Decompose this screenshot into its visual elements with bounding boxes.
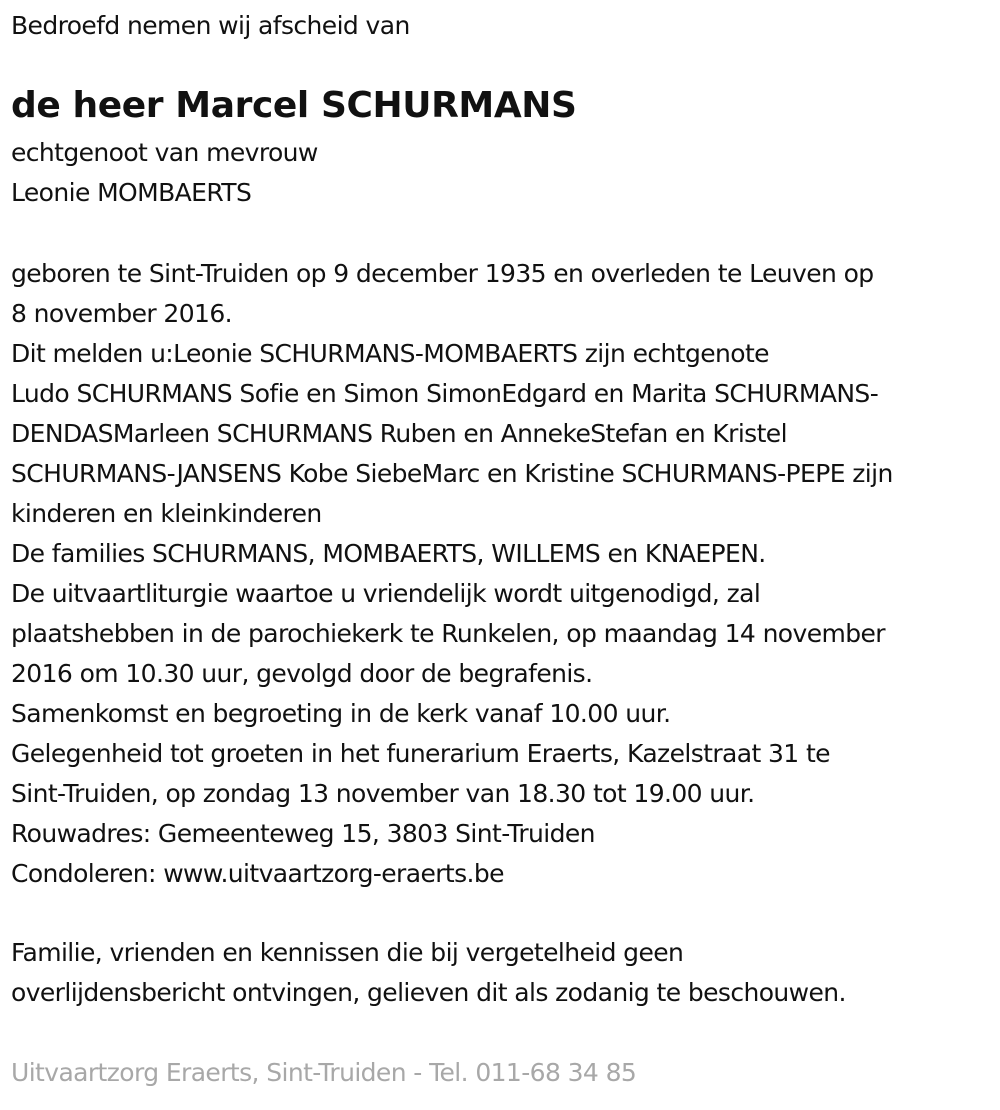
body-line: Dit melden u:Leonie SCHURMANS-MOMBAERTS zijn echtgenote [11, 339, 769, 368]
funeral-home-footer: Uitvaartzorg Eraerts, Sint-Truiden - Tel. 011-68 34 85 [11, 1058, 637, 1087]
body-line: 8 november 2016. [11, 299, 232, 328]
condolence-line: Condoleren: www.uitvaartzorg-eraerts.be [11, 859, 504, 888]
closing-line: overlijdensbericht ontvingen, gelieven dit als zodanig te beschouwen. [11, 978, 846, 1007]
body-line: Ludo SCHURMANS Sofie en Simon SimonEdgard en Marita SCHURMANS- [11, 379, 879, 408]
body-line: 2016 om 10.30 uur, gevolgd door de begrafenis. [11, 659, 593, 688]
body-line: Rouwadres: Gemeenteweg 15, 3803 Sint-Truiden [11, 819, 595, 848]
body-line: Samenkomst en begroeting in de kerk vanaf 10.00 uur. [11, 699, 671, 728]
body-line: De families SCHURMANS, MOMBAERTS, WILLEMS en KNAEPEN. [11, 539, 766, 568]
deceased-name: de heer Marcel SCHURMANS [11, 85, 577, 126]
body-line: DENDASMarleen SCHURMANS Ruben en AnnekeStefan en Kristel [11, 419, 787, 448]
spouse-line: Leonie MOMBAERTS [11, 178, 252, 207]
intro-text: Bedroefd nemen wij afscheid van [11, 11, 410, 40]
closing-block [11, 933, 846, 1013]
body-line: plaatshebben in de parochiekerk te Runkelen, op maandag 14 november [11, 619, 885, 648]
body-line: SCHURMANS-JANSENS Kobe SiebeMarc en Kristine SCHURMANS-PEPE zijn [11, 459, 893, 488]
body-line: Gelegenheid tot groeten in het funerarium Eraerts, Kazelstraat 31 te [11, 739, 830, 768]
body-line: De uitvaartliturgie waartoe u vriendelijk wordt uitgenodigd, zal [11, 579, 761, 608]
spouse-line: echtgenoot van mevrouw [11, 138, 318, 167]
body-line: geboren te Sint-Truiden op 9 december 1935 en overleden te Leuven op [11, 259, 874, 288]
body-line: kinderen en kleinkinderen [11, 499, 322, 528]
spouse-block [11, 133, 318, 213]
closing-line: Familie, vrienden en kennissen die bij vergetelheid geen [11, 938, 684, 967]
notice-body [11, 254, 893, 894]
body-line: Sint-Truiden, op zondag 13 november van 18.30 tot 19.00 uur. [11, 779, 755, 808]
